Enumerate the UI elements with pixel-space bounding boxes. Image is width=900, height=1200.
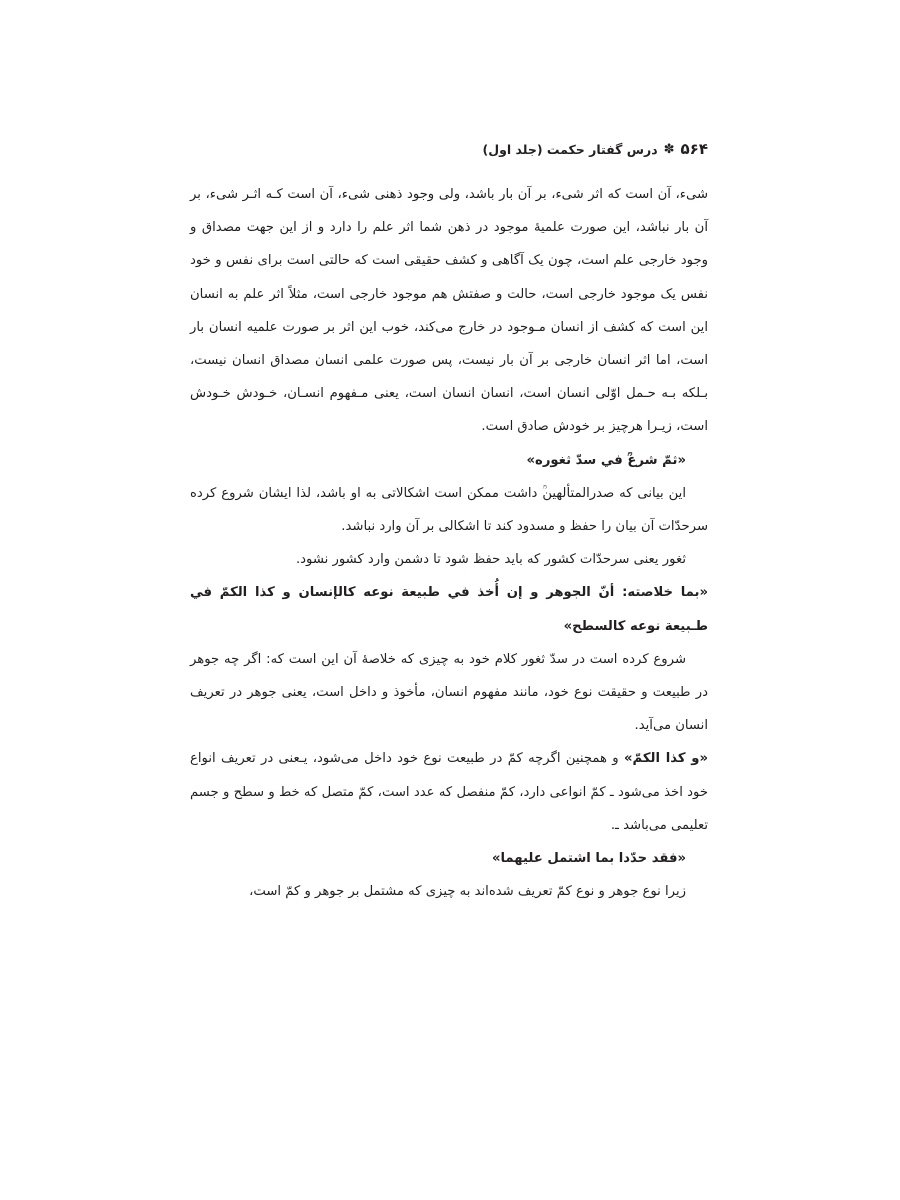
page-number: ۵۶۴ [680, 140, 708, 158]
arabic-quote-2: «بما خلاصته: أنّ الجوهر و إن أُخذ في طبيعة نوعه کالإنسان و کذا الکمّ في طـبيعة نوعه کالسطح» [190, 585, 708, 634]
arabic-quote-3: «فقد حدّدا بما اشتمل عليهما» [491, 851, 686, 867]
paragraph-5-text: و همچنین اگرچه کمّ در طبیعت نوع خود داخل می‌شود، یـعنی در تعریف انواع خود اخذ می‌شود ـ کمّ انواعی دارد، کمّ منفصل که عدد است، کمّ متصل که خط و سطح و جسم تعلیمی می‌باشد ـ. [190, 751, 708, 833]
paragraph-5 [190, 742, 708, 842]
body-text [190, 178, 708, 908]
paragraph-1: شیء، آن است که اثر شیء، بر آن بار باشد، ولی وجود ذهنی شیء، آن است کـه اثـر شیء، بر آن بار نباشد، این صورت علمیهٔ موجود در ذهن شما اثر علم را دارد و از این جهت مصداق و وجود خارجی علم است، چون یک آگاهی و کشف حقیقی است که حالتی است برای نفس و خود نفس یک موجود خارجی است، حالت و صفتش هم موجود خارجی است، مثلاً اثر علم به انسان این است که کشف از انسان مـوجود در خارج می‌کند، خوب این اثر بر صورت علمیه انسان بار است، اما اثر انسان خارجی بر آن بار نیست، پس صورت علمی انسان مصداق انسان نیست، بـلکه بـه حـمل اوّلی انسان است، انسان انسان است، یعنی مـفهوم انسـان، خـودش خـودش است، زیـرا هرچیز بر خودش صادق است. [190, 187, 708, 435]
arabic-quote-1: «ثمّ شرع‌ؒ في سدّ ثغوره» [526, 452, 686, 468]
book-title: درس گفتار حکمت (جلد اول) [482, 141, 658, 157]
paragraph-6: زیرا نوع جوهر و نوع کمّ تعریف شده‌اند به چیزی که مشتمل بر جوهر و کمّ است، [249, 884, 686, 900]
arabic-quote-lead: «و کذا الکمّ» [624, 751, 708, 767]
paragraph-3: ثغور یعنی سرحدّات کشور که باید حفظ شود تا دشمن وارد کشور نشود. [295, 552, 686, 568]
flower-ornament-icon: ✽ [663, 141, 675, 157]
running-header [482, 138, 708, 160]
paragraph-2: این بیانی که صدرالمتألهین‌ؒ داشت ممکن است اشکالاتی به او باشد، لذا ایشان شروع کرده سرحدّات آن بیان را حفظ و مسدود کند تا اشکالی بر آن وارد نباشد. [190, 485, 708, 535]
paragraph-4: شروع کرده است در سدّ ثغور کلام خود به چیزی که خلاصهٔ آن این است که: اگر چه جوهر در طبیعت و حقیقت نوع خود، مانند مفهوم انسان، مأخوذ و داخل است، یعنی جوهر در تعریف انسان می‌آید. [190, 651, 708, 734]
